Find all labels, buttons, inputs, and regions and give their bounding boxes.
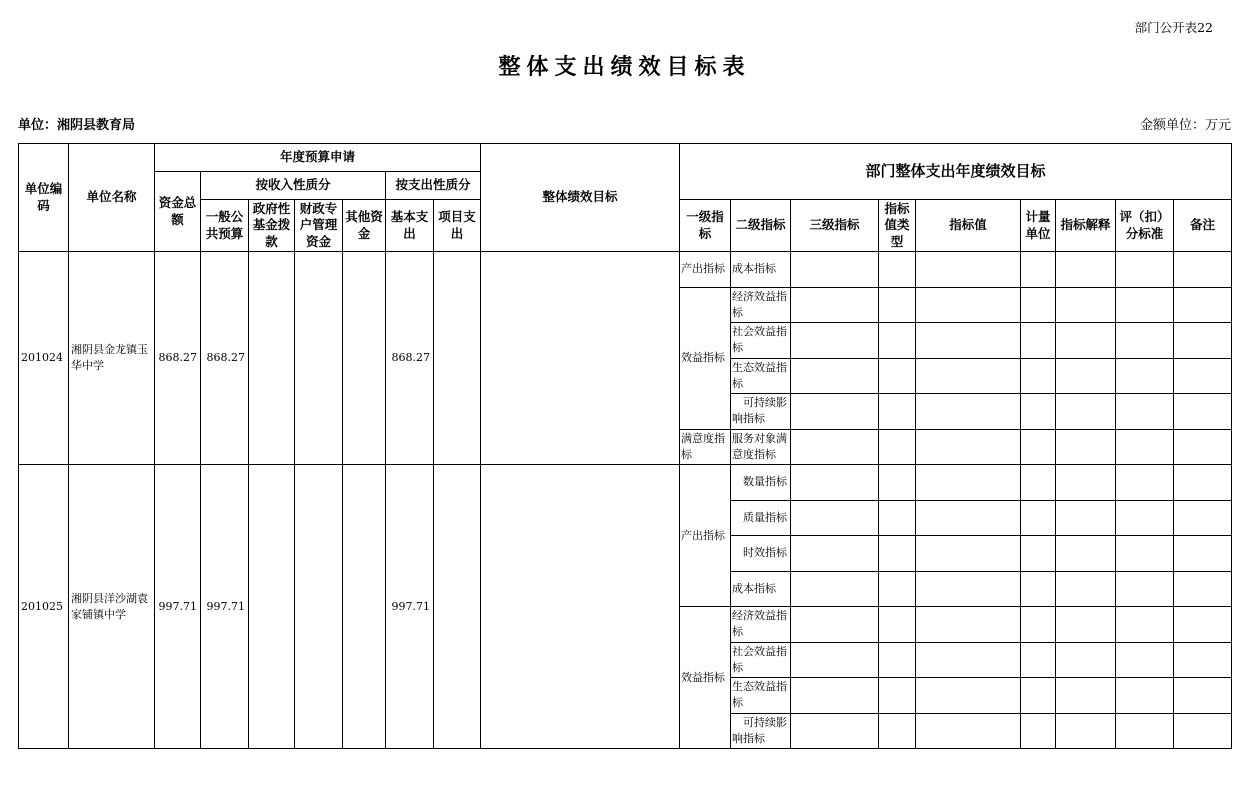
remarks-cell bbox=[1174, 323, 1232, 359]
measure-unit-cell bbox=[1021, 323, 1056, 359]
header-gov-fund: 政府性基金拨款 bbox=[249, 200, 295, 252]
total-funds-cell: 997.71 bbox=[155, 465, 201, 749]
remarks-cell bbox=[1174, 429, 1232, 465]
measure-unit-cell bbox=[1021, 394, 1056, 430]
indicator-explanation-cell bbox=[1056, 678, 1116, 714]
indicator-explanation-cell bbox=[1056, 607, 1116, 643]
measure-unit-cell bbox=[1021, 252, 1056, 288]
scoring-standard-cell bbox=[1116, 465, 1174, 501]
value-type-cell bbox=[879, 429, 916, 465]
value-type-cell bbox=[879, 287, 916, 323]
other-funds-cell bbox=[343, 252, 386, 465]
header-basic-exp: 基本支出 bbox=[386, 200, 434, 252]
header-value-type: 指标值类型 bbox=[879, 200, 916, 252]
header-annual-budget: 年度预算申请 bbox=[155, 144, 481, 172]
scoring-standard-cell bbox=[1116, 394, 1174, 430]
header-measure-unit: 计量单位 bbox=[1021, 200, 1056, 252]
indicator-explanation-cell bbox=[1056, 287, 1116, 323]
level1-indicator-cell: 满意度指标 bbox=[680, 429, 731, 465]
value-type-cell bbox=[879, 358, 916, 394]
level2-indicator-cell: 时效指标 bbox=[731, 536, 791, 572]
measure-unit-cell bbox=[1021, 429, 1056, 465]
indicator-value-cell bbox=[916, 429, 1021, 465]
basic-expenditure-cell: 997.71 bbox=[386, 465, 434, 749]
measure-unit-cell bbox=[1021, 500, 1056, 536]
scoring-standard-cell bbox=[1116, 642, 1174, 678]
value-type-cell bbox=[879, 394, 916, 430]
indicator-value-cell bbox=[916, 465, 1021, 501]
level3-cell bbox=[791, 429, 879, 465]
indicator-value-cell bbox=[916, 252, 1021, 288]
indicator-explanation-cell bbox=[1056, 713, 1116, 749]
remarks-cell bbox=[1174, 571, 1232, 607]
measure-unit-cell bbox=[1021, 571, 1056, 607]
remarks-cell bbox=[1174, 465, 1232, 501]
indicator-value-cell bbox=[916, 394, 1021, 430]
measure-unit-cell bbox=[1021, 287, 1056, 323]
remarks-cell bbox=[1174, 642, 1232, 678]
indicator-value-cell bbox=[916, 536, 1021, 572]
level1-indicator-cell: 产出指标 bbox=[680, 252, 731, 288]
level1-indicator-cell: 效益指标 bbox=[680, 607, 731, 749]
value-type-cell bbox=[879, 536, 916, 572]
measure-unit-cell bbox=[1021, 642, 1056, 678]
page-title: 整体支出绩效目标表 bbox=[498, 54, 751, 80]
header-value: 指标值 bbox=[916, 200, 1021, 252]
level2-indicator-cell: 社会效益指标 bbox=[731, 642, 791, 678]
value-type-cell bbox=[879, 252, 916, 288]
level2-indicator-cell: 可持续影响指标 bbox=[731, 713, 791, 749]
fiscal-account-cell bbox=[295, 465, 343, 749]
level2-indicator-cell: 经济效益指标 bbox=[731, 287, 791, 323]
general-public-budget-cell: 868.27 bbox=[201, 252, 249, 465]
header-scoring: 评（扣）分标准 bbox=[1116, 200, 1174, 252]
amount-unit-label: 金额单位：万元 bbox=[1139, 118, 1231, 133]
level2-indicator-cell: 社会效益指标 bbox=[731, 323, 791, 359]
scoring-standard-cell bbox=[1116, 678, 1174, 714]
indicator-explanation-cell bbox=[1056, 429, 1116, 465]
indicator-explanation-cell bbox=[1056, 358, 1116, 394]
level2-indicator-cell: 可持续影响指标 bbox=[731, 394, 791, 430]
indicator-value-cell bbox=[916, 642, 1021, 678]
scoring-standard-cell bbox=[1116, 571, 1174, 607]
unit-code-cell: 201025 bbox=[19, 465, 69, 749]
unit-name-cell: 湘阴县金龙镇玉华中学 bbox=[69, 252, 155, 465]
header-by-income: 按收入性质分 bbox=[201, 172, 386, 200]
value-type-cell bbox=[879, 323, 916, 359]
header-fiscal-account: 财政专户管理资金 bbox=[295, 200, 343, 252]
header-project-exp: 项目支出 bbox=[434, 200, 481, 252]
unit-name-cell: 湘阴县洋沙湖袁家铺镇中学 bbox=[69, 465, 155, 749]
indicator-explanation-cell bbox=[1056, 394, 1116, 430]
scoring-standard-cell bbox=[1116, 429, 1174, 465]
level3-cell bbox=[791, 642, 879, 678]
measure-unit-cell bbox=[1021, 678, 1056, 714]
scoring-standard-cell bbox=[1116, 287, 1174, 323]
remarks-cell bbox=[1174, 394, 1232, 430]
level2-indicator-cell: 数量指标 bbox=[731, 465, 791, 501]
indicator-value-cell bbox=[916, 323, 1021, 359]
level3-cell bbox=[791, 678, 879, 714]
level2-indicator-cell: 服务对象满意度指标 bbox=[731, 429, 791, 465]
level3-cell bbox=[791, 358, 879, 394]
header-by-expenditure: 按支出性质分 bbox=[386, 172, 481, 200]
overall-target-cell bbox=[481, 465, 680, 749]
project-expenditure-cell bbox=[434, 465, 481, 749]
measure-unit-cell bbox=[1021, 465, 1056, 501]
performance-target-table bbox=[18, 143, 1232, 749]
indicator-value-cell bbox=[916, 678, 1021, 714]
level3-cell bbox=[791, 252, 879, 288]
level3-cell bbox=[791, 536, 879, 572]
value-type-cell bbox=[879, 500, 916, 536]
header-level2: 二级指标 bbox=[731, 200, 791, 252]
measure-unit-cell bbox=[1021, 358, 1056, 394]
value-type-cell bbox=[879, 571, 916, 607]
indicator-value-cell bbox=[916, 571, 1021, 607]
header-dept-target: 部门整体支出年度绩效目标 bbox=[680, 144, 1232, 200]
unit-code-cell: 201024 bbox=[19, 252, 69, 465]
remarks-cell bbox=[1174, 678, 1232, 714]
government-fund-cell bbox=[249, 252, 295, 465]
other-funds-cell bbox=[343, 465, 386, 749]
remarks-cell bbox=[1174, 713, 1232, 749]
level3-cell bbox=[791, 500, 879, 536]
level3-cell bbox=[791, 713, 879, 749]
measure-unit-cell bbox=[1021, 536, 1056, 572]
value-type-cell bbox=[879, 465, 916, 501]
header-explanation: 指标解释 bbox=[1056, 200, 1116, 252]
level2-indicator-cell: 质量指标 bbox=[731, 500, 791, 536]
indicator-explanation-cell bbox=[1056, 252, 1116, 288]
header-overall-target: 整体绩效目标 bbox=[481, 144, 680, 252]
indicator-value-cell bbox=[916, 500, 1021, 536]
header-total-funds: 资金总额 bbox=[155, 172, 201, 252]
scoring-standard-cell bbox=[1116, 358, 1174, 394]
indicator-explanation-cell bbox=[1056, 571, 1116, 607]
value-type-cell bbox=[879, 642, 916, 678]
level1-indicator-cell: 效益指标 bbox=[680, 287, 731, 429]
scoring-standard-cell bbox=[1116, 536, 1174, 572]
remarks-cell bbox=[1174, 500, 1232, 536]
level3-cell bbox=[791, 287, 879, 323]
overall-target-cell bbox=[481, 252, 680, 465]
level1-indicator-cell: 产出指标 bbox=[680, 465, 731, 607]
indicator-explanation-cell bbox=[1056, 323, 1116, 359]
measure-unit-cell bbox=[1021, 607, 1056, 643]
general-public-budget-cell: 997.71 bbox=[201, 465, 249, 749]
header-unit-code: 单位编码 bbox=[19, 144, 69, 252]
header-general-public: 一般公共预算 bbox=[201, 200, 249, 252]
indicator-explanation-cell bbox=[1056, 465, 1116, 501]
basic-expenditure-cell: 868.27 bbox=[386, 252, 434, 465]
fiscal-account-cell bbox=[295, 252, 343, 465]
unit-label: 单位：湘阴县教育局 bbox=[18, 118, 136, 133]
level3-cell bbox=[791, 571, 879, 607]
header-unit-name: 单位名称 bbox=[69, 144, 155, 252]
scoring-standard-cell bbox=[1116, 323, 1174, 359]
header-other-funds: 其他资金 bbox=[343, 200, 386, 252]
indicator-explanation-cell bbox=[1056, 536, 1116, 572]
total-funds-cell: 868.27 bbox=[155, 252, 201, 465]
indicator-explanation-cell bbox=[1056, 500, 1116, 536]
remarks-cell bbox=[1174, 358, 1232, 394]
header-level1: 一级指标 bbox=[680, 200, 731, 252]
value-type-cell bbox=[879, 607, 916, 643]
level3-cell bbox=[791, 465, 879, 501]
header-remarks: 备注 bbox=[1174, 200, 1232, 252]
remarks-cell bbox=[1174, 287, 1232, 323]
corner-label: 部门公开表22 bbox=[1134, 20, 1213, 35]
indicator-value-cell bbox=[916, 358, 1021, 394]
level2-indicator-cell: 成本指标 bbox=[731, 252, 791, 288]
level2-indicator-cell: 生态效益指标 bbox=[731, 358, 791, 394]
scoring-standard-cell bbox=[1116, 252, 1174, 288]
level3-cell bbox=[791, 323, 879, 359]
project-expenditure-cell bbox=[434, 252, 481, 465]
indicator-value-cell bbox=[916, 713, 1021, 749]
value-type-cell bbox=[879, 678, 916, 714]
remarks-cell bbox=[1174, 607, 1232, 643]
measure-unit-cell bbox=[1021, 713, 1056, 749]
scoring-standard-cell bbox=[1116, 500, 1174, 536]
level2-indicator-cell: 成本指标 bbox=[731, 571, 791, 607]
scoring-standard-cell bbox=[1116, 713, 1174, 749]
level2-indicator-cell: 生态效益指标 bbox=[731, 678, 791, 714]
indicator-value-cell bbox=[916, 607, 1021, 643]
scoring-standard-cell bbox=[1116, 607, 1174, 643]
header-level3: 三级指标 bbox=[791, 200, 879, 252]
remarks-cell bbox=[1174, 536, 1232, 572]
level3-cell bbox=[791, 607, 879, 643]
government-fund-cell bbox=[249, 465, 295, 749]
meta-row bbox=[18, 114, 1231, 133]
level2-indicator-cell: 经济效益指标 bbox=[731, 607, 791, 643]
indicator-value-cell bbox=[916, 287, 1021, 323]
value-type-cell bbox=[879, 713, 916, 749]
level3-cell bbox=[791, 394, 879, 430]
indicator-explanation-cell bbox=[1056, 642, 1116, 678]
remarks-cell bbox=[1174, 252, 1232, 288]
